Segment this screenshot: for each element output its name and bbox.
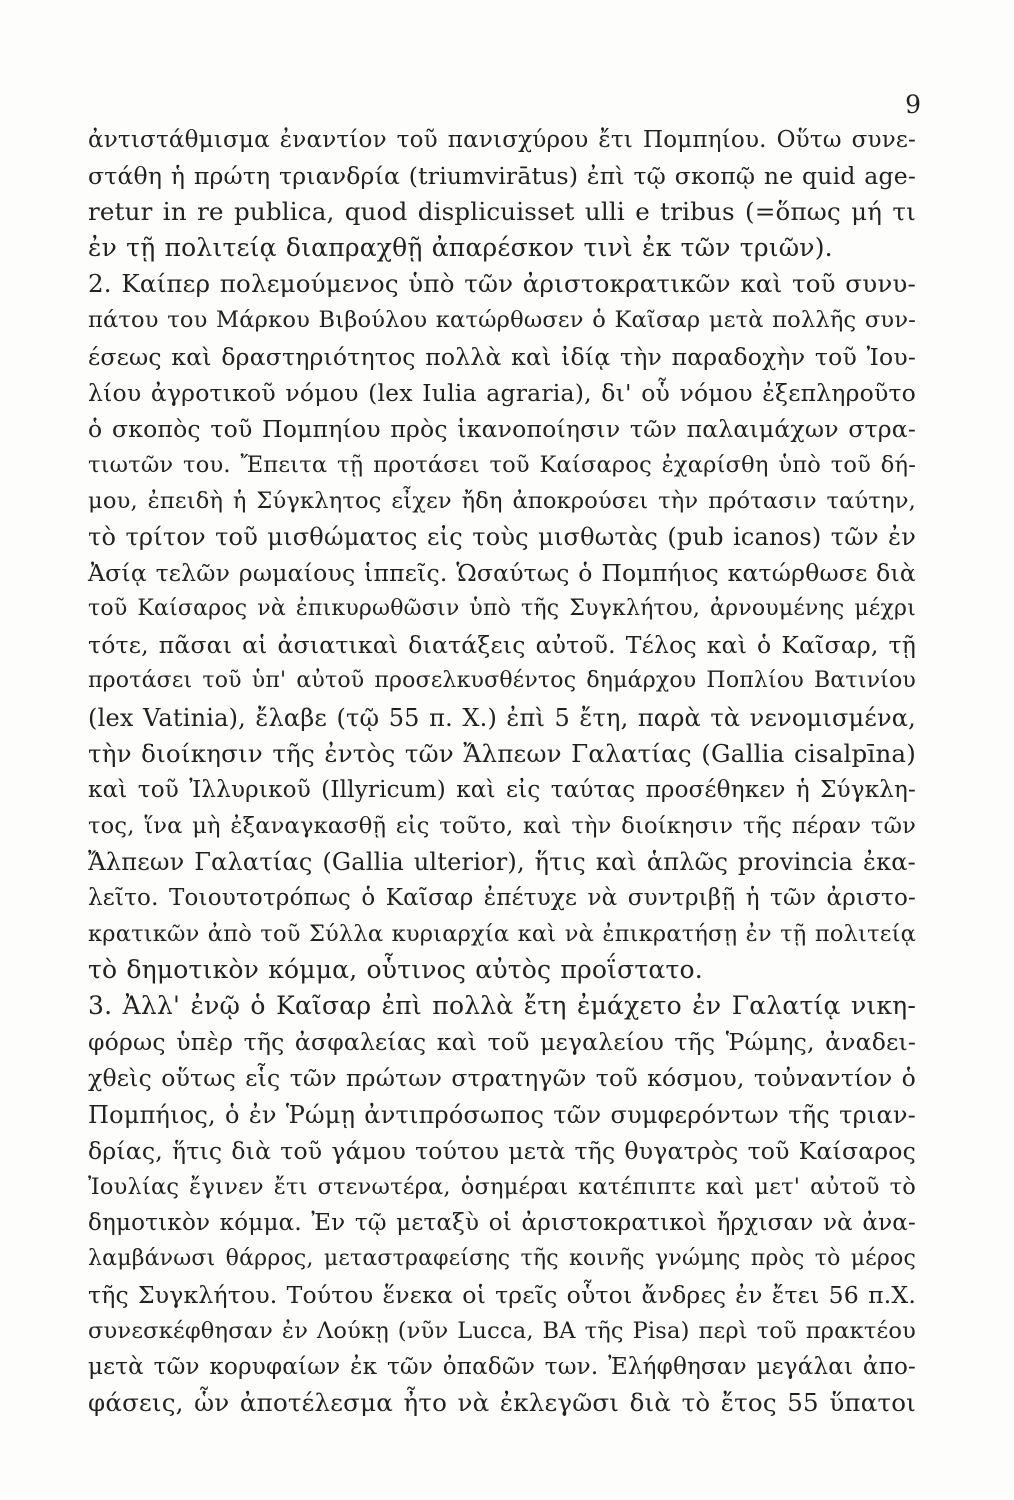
text-line: ἀντιστάθμισμα ἐναντίον τοῦ πανισχύρου ἔτι Πομπηίου. Οὕτω συνε- (88, 127, 916, 153)
text-line: 2. Καίπερ πολεμούμενος ὑπὸ τῶν ἀριστοκρατικῶν καὶ τοῦ συνυ- (88, 269, 916, 299)
text-line: μετὰ τῶν κορυφαίων ἐκ τῶν ὀπαδῶν των. Ἐλήφθησαν μεγάλαι ἀπο- (88, 1354, 916, 1381)
text-line: τὸ τρίτον τοῦ μισθώματος εἰς τοὺς μισθωτὰς (pub icanos) τῶν ἐν (88, 523, 916, 552)
text-line: πάτου του Μάρκου Βιβούλου κατώρθωσεν ὁ Καῖσαρ μετὰ πολλῆς συν- (88, 307, 916, 334)
text-line: κρατικῶν ἀπὸ τοῦ Σύλλα κυριαρχία καὶ νὰ ἐπικρατήσῃ ἐν τῇ πολιτείᾳ (88, 921, 916, 948)
page-number: 9 (905, 90, 921, 119)
text-line: δημοτικὸν κόμμα. Ἐν τῷ μεταξὺ οἱ ἀριστοκρατικοὶ ἤρχισαν νὰ ἀνα- (88, 1209, 916, 1236)
text-line: τῆς Συγκλήτου. Τούτου ἕνεκα οἱ τρεῖς οὗτοι ἄνδρες ἐν ἔτει 56 π.Χ. (88, 1281, 916, 1309)
text-line: φόρως ὑπὲρ τῆς ἀσφαλείας καὶ τοῦ μεγαλείου τῆς Ῥώμης, ἀναδει- (88, 1028, 916, 1057)
text-line: φάσεις, ὧν ἀποτέλεσμα ἦτο νὰ ἐκλεγῶσι διὰ τὸ ἔτος 55 ὕπατοι (88, 1388, 916, 1418)
text-line: στάθη ἡ πρώτη τριανδρία (triumvirātus) ἐπὶ τῷ σκοπῷ ne quid age- (88, 162, 916, 191)
text-line: μου, ἐπειδὴ ἡ Σύγκλητος εἶχεν ἤδη ἀποκρούσει τὴν πρότασιν ταύτην, (88, 487, 916, 514)
text-line: Ἀσίᾳ τελῶν ρωμαίους ἱππεῖς. Ὡσαύτως ὁ Πομπήιος κατώρθωσε διὰ (88, 559, 916, 588)
text-line: συνεσκέφθησαν ἐν Λούκῃ (νῦν Lucca, ΒΑ τῆς Pisa) περὶ τοῦ πρακτέου (88, 1318, 916, 1345)
text-line: τοῦ Καίσαρος νὰ ἐπικυρωθῶσιν ὑπὸ τῆς Συγκλήτου, ἀρνουμένης μέχρι (88, 596, 916, 622)
text-line: ὁ σκοπὸς τοῦ Πομπηίου πρὸς ἱκανοποίησιν τῶν παλαιμάχων στρα- (88, 414, 916, 443)
text-line: προτάσει τοῦ ὑπ' αὐτοῦ προσελκυσθέντος δημάρχου Ποπλίου Βατινίου (88, 668, 916, 694)
text-line: Ἰουλίας ἔγινεν ἔτι στενωτέρα, ὁσημέραι κατέπιπτε καὶ μετ' αὐτοῦ τὸ (88, 1173, 916, 1200)
text-line: τιωτῶν του. Ἔπειτα τῇ προτάσει τοῦ Καίσαρος ἐχαρίσθη ὑπὸ τοῦ δή- (88, 451, 916, 478)
text-line: ἐν τῇ πολιτείᾳ διαπραχθῇ ἀπαρέσκον τινὶ ἐκ τῶν τριῶν). (88, 233, 833, 263)
text-line: Πομπήιος, ὁ ἐν Ῥώμῃ ἀντιπρόσωπος τῶν συμφερόντων τῆς τριαν- (88, 1100, 916, 1129)
text-line: τὸ δημοτικὸν κόμμα, οὗτινος αὐτὸς προΐστατο. (88, 955, 703, 985)
text-line: λαμβάνωσι θάρρος, μεταστραφείσης τῆς κοινῆς γνώμης πρὸς τὸ μέρος (88, 1245, 916, 1271)
text-line: τος, ἵνα μὴ ἐξαναγκασθῇ εἰς τοῦτο, καὶ τὴν διοίκησιν τῆς πέραν τῶν (88, 812, 916, 839)
text-line: έσεως καὶ δραστηριότητος πολλὰ καὶ ἰδίᾳ τὴν παραδοχὴν τοῦ Ἰου- (88, 342, 916, 371)
text-line: 3. Ἀλλ' ἐνῷ ὁ Καῖσαρ ἐπὶ πολλὰ ἔτη ἐμάχετο ἐν Γαλατίᾳ νικη- (88, 991, 916, 1021)
text-line: δρίας, ἥτις διὰ τοῦ γάμου τούτου μετὰ τῆς θυγατρὸς τοῦ Καίσαρος (88, 1136, 916, 1165)
text-line: τότε, πᾶσαι αἱ ἀσιατικαὶ διατάξεις αὐτοῦ. Τέλος καὶ ὁ Καῖσαρ, τῇ (88, 631, 916, 660)
text-line: (lex Vatinia), ἔλαβε (τῷ 55 π. Χ.) ἐπὶ 5 ἔτη, παρὰ τὰ νενομισμένα, (88, 703, 916, 732)
text-line: λεῖτο. Τοιουτοτρόπως ὁ Καῖσαρ ἐπέτυχε νὰ συντριβῇ ἡ τῶν ἀριστο- (88, 884, 916, 911)
text-line: λίου ἀγροτικοῦ νόμου (lex Iulia agraria), δι' οὗ νόμου ἐξεπληροῦτο (88, 378, 916, 407)
text-line: Ἄλπεων Γαλατίας (Gallia ulterior), ἥτις καὶ ἁπλῶς provincia ἐκα- (88, 847, 916, 876)
text-line: retur in re publica, quod displicuisset ulli e tribus (=ὅπως μή τι (88, 197, 916, 227)
text-line: χθεὶς οὕτως εἷς τῶν πρώτων στρατηγῶν τοῦ κόσμου, τοὐναντίον ὁ (88, 1064, 916, 1093)
body-text (88, 122, 916, 1421)
text-line: καὶ τοῦ Ἰλλυρικοῦ (Illyricum) καὶ εἰς ταύτας προσέθηκεν ἡ Σύγκλη- (88, 776, 916, 803)
text-line: τὴν διοίκησιν τῆς ἐντὸς τῶν Ἄλπεων Γαλατίας (Gallia cisalpīna) (88, 738, 916, 768)
